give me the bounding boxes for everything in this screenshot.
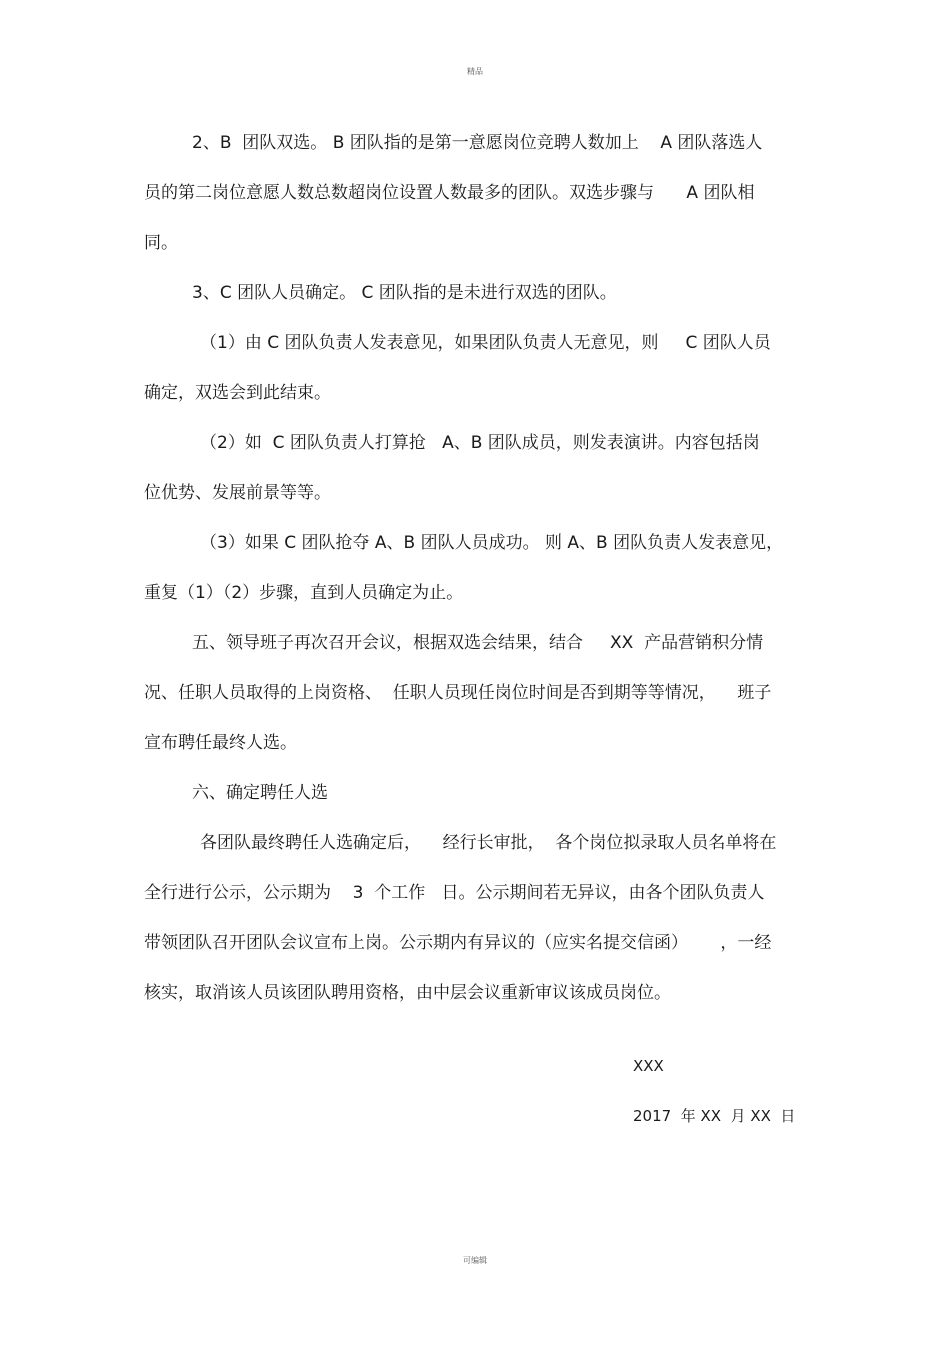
page-footer: 可编辑: [463, 1256, 487, 1265]
paragraph-line: 2、B 团队双选。 B 团队指的是第一意愿岗位竞聘人数加上 A 团队落选人: [192, 133, 763, 153]
paragraph-line: 各团队最终聘任人选确定后， 经行长审批， 各个岗位拟录取人员名单将在: [200, 833, 777, 853]
page-header: 精品: [467, 67, 483, 76]
paragraph-line: （1）由 C 团队负责人发表意见，如果团队负责人无意见，则 C 团队人员: [200, 333, 771, 353]
paragraph-line: 同。: [144, 233, 178, 253]
paragraph-line: （2）如 C 团队负责人打算抢 A、B 团队成员，则发表演讲。内容包括岗: [200, 433, 760, 453]
paragraph-line: 员的第二岗位意愿人数总数超岗位设置人数最多的团队。双选步骤与 A 团队相: [144, 183, 755, 203]
paragraph-line: 宣布聘任最终人选。: [144, 733, 297, 753]
paragraph-line: 3、C 团队人员确定。 C 团队指的是未进行双选的团队。: [192, 283, 617, 303]
paragraph-line: 重复（1）（2）步骤，直到人员确定为止。: [144, 583, 464, 603]
paragraph-line: 况、任职人员取得的上岗资格、 任职人员现任岗位时间是否到期等等情况， 班子: [144, 683, 772, 703]
paragraph-line: 确定，双选会到此结束。: [144, 383, 331, 403]
paragraph-line: （3）如果 C 团队抢夺 A、B 团队人员成功。 则 A、B 团队负责人发表意见，: [200, 533, 784, 553]
section-heading: 六、确定聘任人选: [192, 783, 328, 803]
paragraph-line: 位优势、发展前景等等。: [144, 483, 331, 503]
paragraph-line: 全行进行公示，公示期为 3 个工作 日。公示期间若无异议，由各个团队负责人: [144, 883, 765, 903]
paragraph-line: 五、领导班子再次召开会议，根据双选会结果，结合 XX 产品营销积分情: [192, 633, 764, 653]
signature-date: 2017 年 XX 月 XX 日: [633, 1107, 796, 1125]
signature-name: XXX: [633, 1057, 664, 1075]
paragraph-line: 带领团队召开团队会议宣布上岗。公示期内有异议的（应实名提交信函） ，一经: [144, 933, 772, 953]
paragraph-line: 核实，取消该人员该团队聘用资格，由中层会议重新审议该成员岗位。: [144, 983, 671, 1003]
